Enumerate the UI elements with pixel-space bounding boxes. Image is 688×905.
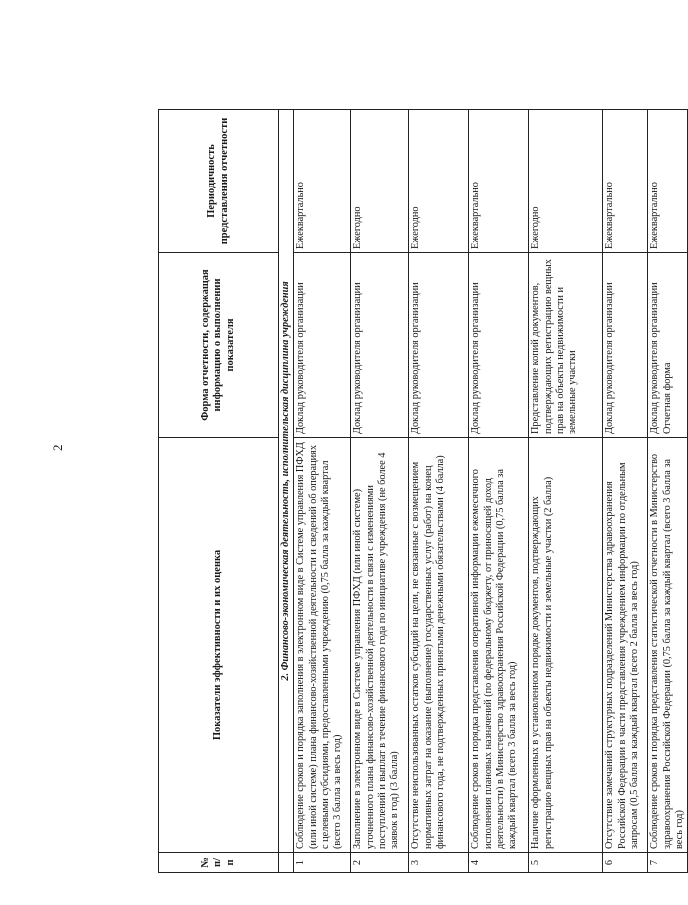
row-indicator: Отсутствие замечаний структурных подразделений Министерства здравоохранения Российской Федерации в части представления учреждением информации по отдельным запросам (0,5 балла за каждый квартал (всего 2 балла за весь год) — [603, 438, 648, 853]
page-number: 2 — [50, 444, 65, 451]
efficiency-indicators-table — [158, 109, 688, 873]
row-period: Ежеквартально — [648, 110, 688, 253]
row-indicator: Соблюдение сроков и порядка представления оперативной информации ежемесячного исполнения плановых назначений (по федеральному бюджету, от приносящей доход деятельности) в Министерство здравоохранения Российской Федерации (0,75 балла за каждый квартал (всего 3 балла за весь год) — [469, 438, 529, 853]
row-num: 5 — [529, 853, 603, 873]
row-indicator: Заполнение в электронном виде в Системе управления ПФХД (или иной системе) уточненного плана финансово-хозяйственной деятельности в связи с изменениями поступлений и выплат в течение финансового года по инициативе учреждения (не более 4 заявок в год) (3 балла) — [351, 438, 409, 853]
row-form: Доклад руководителя организации Отчетная форма — [648, 253, 688, 438]
table-header-row — [159, 110, 279, 873]
section-title: 2. Финансово-экономическая деятельность, исполнительская дисциплина учреждения — [279, 110, 294, 853]
header-num: № п/п — [159, 853, 279, 873]
row-num: 3 — [409, 853, 469, 873]
header-indicator: Показатели эффективности и их оценка — [159, 438, 279, 853]
header-period: Периодичность представления отчетности — [159, 110, 279, 253]
header-form: Форма отчетности, содержащая информацию о выполнении показателя — [159, 253, 279, 438]
row-indicator: Соблюдение сроков и порядка заполнения в электронном виде в Системе управления ПФХД (или иной системе) плана финансово-хозяйственной деятельности и сведений об операциях с целевыми субсидиями, предоставленными учреждению (0,75 балла за каждый квартал (всего 3 балла за весь год) — [294, 438, 351, 853]
row-form: Доклад руководителя организации — [603, 253, 648, 438]
table-row — [603, 110, 648, 873]
table-row — [409, 110, 469, 873]
row-period: Ежеквартально — [603, 110, 648, 253]
row-num: 6 — [603, 853, 648, 873]
row-period: Ежегодно — [351, 110, 409, 253]
row-form: Доклад руководителя организации — [409, 253, 469, 438]
row-period: Ежегодно — [529, 110, 603, 253]
row-indicator: Соблюдение сроков и порядка представления статистической отчетности в Министерство здравоохранения Российской Федерации (0,75 балла за каждый квартал (всего 3 балла за весь год) — [648, 438, 688, 853]
row-period: Ежегодно — [409, 110, 469, 253]
row-num: 2 — [351, 853, 409, 873]
section-row — [279, 110, 294, 873]
row-form: Доклад руководителя организации — [294, 253, 351, 438]
row-period: Ежеквартально — [294, 110, 351, 253]
rotated-table-frame — [158, 110, 686, 873]
row-num: 7 — [648, 853, 688, 873]
row-num: 1 — [294, 853, 351, 873]
row-period: Ежеквартально — [469, 110, 529, 253]
table-row — [648, 110, 688, 873]
row-form: Доклад руководителя организации — [351, 253, 409, 438]
row-form: Представление копий документов, подтверждающих регистрацию вещных прав на объекты недвижимости и земельные участки — [529, 253, 603, 438]
table-row — [351, 110, 409, 873]
table-row — [529, 110, 603, 873]
row-form: Доклад руководителя организации — [469, 253, 529, 438]
row-indicator: Наличие оформленных в установленном порядке документов, подтверждающих регистрацию вещных прав на объекты недвижимости и земельные участки (2 балла) — [529, 438, 603, 853]
row-num: 4 — [469, 853, 529, 873]
row-indicator: Отсутствие неиспользованных остатков субсидий на цели, не связанные с возмещением нормативных затрат на оказание (выполнение) государственных услуг (работ) на конец финансового года, не подтвержденных принятыми денежными обязательствами (4 балла) — [409, 438, 469, 853]
table-row — [294, 110, 351, 873]
table-row — [469, 110, 529, 873]
